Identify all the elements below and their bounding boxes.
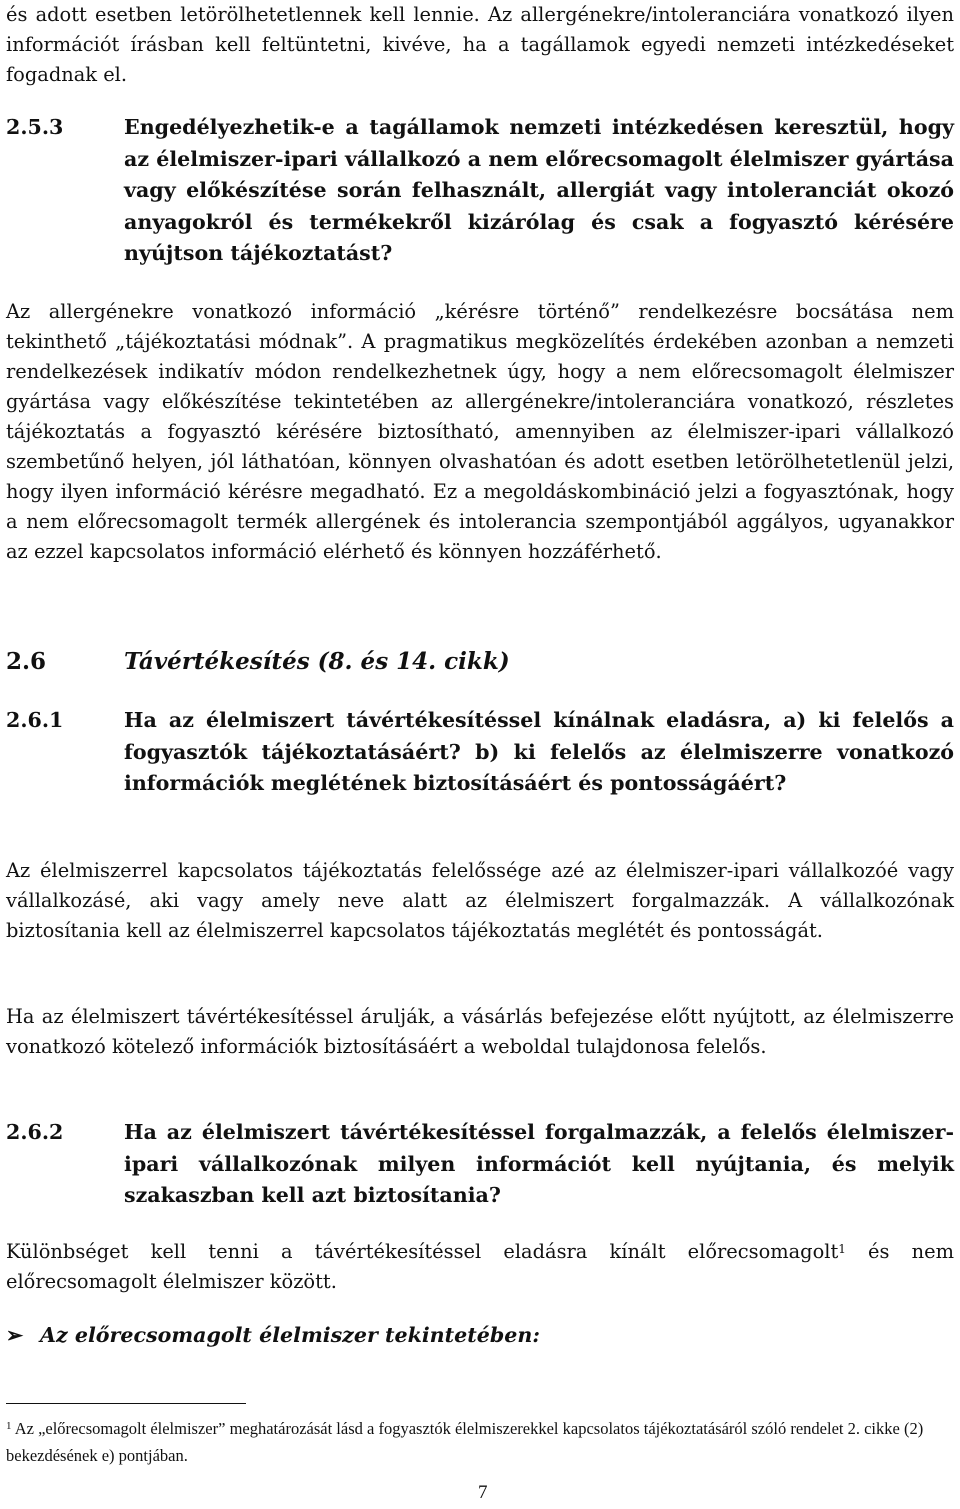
paragraph-answer-2-5-3: Az allergénekre vonatkozó információ „kérésre történő” rendelkezésre bocsátása nem tekinthető „tájékoztatási módnak”. A pragmatikus megközelítés érdekében azonban a nemzeti rendelkezések indikatív módon rendelkezhetnek úgy, hogy a nem előrecsomagolt élelmiszer gyártása vagy előkészítése tekintetében az allergénekre/intoleranciára vonatkozó, részletes tájékoztatás a fogyasztó kérésére biztosítható, amennyiben az élelmiszer-ipari vállalkozó szembetűnő helyen, jól láthatóan, könnyen olvashatóan és adott esetben letörölhetetlenül jelzi, hogy ilyen információ kérésre megadható. Ez a megoldáskombináció jelzi a fogyasztónak, hogy a nem előrecsomagolt termék allergének és intolerancia szempontjából aggályos, ugyanakkor az ezzel kapcsolatos információ elérhető és könnyen hozzáférhető.	[6, 300, 954, 563]
question-text: Ha az élelmiszert távértékesítéssel forgalmazzák, a felelős élelmiszer-ipari vállalkozónak milyen információt kell nyújtania, és melyik szakaszban kell azt biztosítania?	[124, 1120, 954, 1207]
question-2-6-2	[6, 1117, 954, 1212]
question-number: 2.6.2	[6, 1120, 64, 1144]
footnote-marker: 1	[6, 1420, 12, 1432]
footnote-divider	[6, 1403, 246, 1404]
question-number: 2.6.1	[6, 708, 64, 732]
arrow-bullet-icon: ➢	[6, 1323, 24, 1347]
paragraph-answer-2-6-1a: Az élelmiszerrel kapcsolatos tájékoztatás felelőssége azé az élelmiszer-ipari vállalkozóé vagy vállalkozásé, aki vagy amely neve alatt az élelmiszert forgalmazzák. A vállalkozónak biztosítania kell az élelmiszerrel kapcsolatos tájékoztatás meglétét és pontosságát.	[6, 859, 954, 942]
paragraph-text-before-footnote: Különbséget kell tenni a távértékesítéssel eladásra kínált előrecsomagolt	[6, 1240, 839, 1263]
page-number: 7	[478, 1482, 488, 1503]
paragraph-answer-2-6-2	[6, 1237, 954, 1297]
footnote	[6, 1415, 954, 1469]
footnote-reference: 1	[838, 1242, 846, 1256]
paragraph-text-after-footnote: és nem előrecsomagolt élelmiszer között.	[6, 1240, 954, 1293]
section-title: Távértékesítés (8. és 14. cikk)	[124, 648, 510, 675]
question-2-6-1	[6, 705, 954, 800]
question-text: Ha az élelmiszert távértékesítéssel kínálnak eladásra, a) ki felelős a fogyasztók tájékoztatásáért? b) ki felelős az élelmiszerre vonatkozó információk meglétének biztosításáért és pontosságáért?	[124, 708, 954, 795]
question-2-5-3	[6, 112, 954, 270]
footnote-text: Az „előrecsomagolt élelmiszer” meghatározását lásd a fogyasztók élelmiszerekkel kapcsolatos tájékoztatásáról szóló rendelet 2. cikke (2) bekezdésének e) pontjában.	[6, 1419, 924, 1465]
bullet-heading-text: Az előrecsomagolt élelmiszer tekintetében:	[40, 1323, 540, 1347]
paragraph-intro: és adott esetben letörölhetetlennek kell lennie. Az allergénekre/intoleranciára vonatkozó ilyen információt írásban kell feltüntetni, kivéve, ha a tagállamok egyedi nemzeti intézkedéseket fogadnak el.	[6, 3, 954, 86]
question-text: Engedélyezhetik-e a tagállamok nemzeti intézkedésen keresztül, hogy az élelmiszer-ipari vállalkozó a nem előrecsomagolt élelmiszer gyártása vagy előkészítése során felhasznált, allergiát vagy intoleranciát okozó anyagokról és termékekről kizárólag és csak a fogyasztó kérésére nyújtson tájékoztatást?	[124, 115, 954, 265]
section-number: 2.6	[6, 648, 47, 675]
question-number: 2.5.3	[6, 115, 64, 139]
paragraph-answer-2-6-1b: Ha az élelmiszert távértékesítéssel árulják, a vásárlás befejezése előtt nyújtott, az élelmiszerre vonatkozó kötelező információk biztosításáért a weboldal tulajdonosa felelős.	[6, 1005, 954, 1058]
